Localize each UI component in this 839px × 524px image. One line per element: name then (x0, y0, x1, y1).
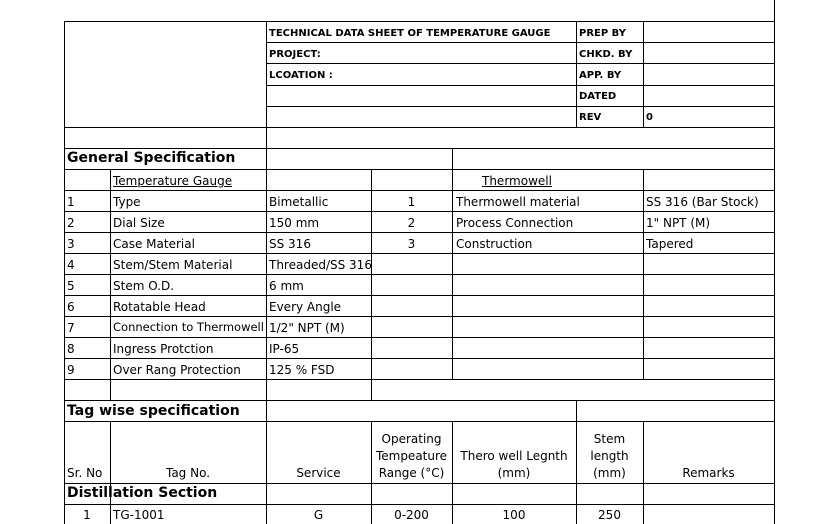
parameter-value: IP-65 (269, 342, 300, 356)
column-header-stem-length: Stem (593, 432, 626, 446)
grid-line (64, 295, 775, 296)
row-number: 8 (67, 342, 75, 356)
parameter-value: 6 mm (269, 279, 304, 293)
parameter-name: Type (113, 195, 141, 209)
parameter-name: Thermowell material (456, 195, 580, 209)
row-number: 5 (67, 279, 75, 293)
grid-line (64, 169, 775, 170)
grid-line (64, 127, 775, 128)
column-header-op-temp: Operating (381, 432, 442, 446)
column-header-op-temp: Range (°C) (378, 466, 445, 480)
parameter-value: 125 % FSD (269, 363, 335, 377)
grid-line (64, 21, 65, 524)
parameter-value: SS 316 (Bar Stock) (646, 195, 759, 209)
grid-line (64, 253, 775, 254)
thermowell-length-cell: 100 (502, 508, 526, 522)
rev-label: REV (579, 112, 602, 123)
row-number: 9 (67, 363, 75, 377)
row-number: 4 (67, 258, 75, 272)
grid-line (774, 0, 775, 524)
parameter-name: Process Connection (456, 216, 574, 230)
grid-line (64, 379, 775, 380)
grid-line (266, 42, 775, 43)
parameter-value: Bimetallic (269, 195, 329, 209)
parameter-value: Threaded/SS 316 (269, 258, 372, 272)
row-number: 3 (407, 237, 416, 251)
service-cell: G (313, 508, 324, 522)
parameter-name: Connection to Thermowell (113, 320, 264, 334)
grid-line (576, 400, 577, 524)
parameter-value: 1/2" NPT (M) (269, 321, 345, 335)
distillation-section-title: Distillation Section (67, 485, 218, 501)
sr-no-cell: 1 (83, 508, 91, 522)
grid-line (64, 21, 775, 22)
dated-label: DATED (579, 91, 617, 102)
row-number: 2 (407, 216, 416, 230)
grid-line (266, 85, 775, 86)
temp-range-cell: 0-200 (394, 508, 429, 522)
row-number: 1 (407, 195, 416, 209)
tag-no-cell: TG-1001 (113, 508, 165, 522)
grid-line (452, 148, 453, 379)
column-header-stem-length: length (590, 449, 629, 463)
grid-line (64, 358, 775, 359)
thermowell-heading: Thermowell (482, 174, 552, 188)
app-by-label: APP. BY (579, 70, 622, 81)
rev-value: 0 (646, 112, 653, 123)
grid-line (110, 169, 111, 400)
grid-line (266, 21, 267, 524)
parameter-name: Rotatable Head (113, 300, 206, 314)
grid-line (266, 63, 775, 64)
column-header-op-temp: Tempeature (375, 449, 448, 463)
parameter-value: 1" NPT (M) (646, 216, 711, 230)
grid-line (643, 21, 644, 127)
parameter-value: 150 mm (269, 216, 320, 230)
parameter-name: Construction (456, 237, 533, 251)
column-header-thermowell-length: (mm) (497, 466, 531, 480)
column-header-remarks: Remarks (682, 466, 735, 480)
row-number: 1 (67, 195, 75, 209)
grid-line (64, 190, 775, 191)
grid-line (64, 232, 775, 233)
row-number: 7 (67, 321, 75, 335)
grid-line (64, 421, 775, 422)
tagwise-spec-title: Tag wise specification (67, 403, 240, 419)
row-number: 2 (67, 216, 75, 230)
parameter-value: Every Angle (269, 300, 342, 314)
general-spec-title: General Specification (67, 150, 236, 166)
grid-line (266, 106, 775, 107)
column-header-tag-no: Tag No. (165, 466, 211, 480)
column-header-thermowell-length: Thero well Legnth (460, 449, 568, 463)
grid-line (64, 148, 775, 149)
column-header-sr-no: Sr. No (67, 466, 103, 480)
column-header-service: Service (296, 466, 341, 480)
grid-line (64, 211, 775, 212)
prep-by-label: PREP BY (579, 28, 626, 39)
stem-length-cell: 250 (598, 508, 621, 522)
grid-line (64, 274, 775, 275)
parameter-name: Stem/Stem Material (113, 258, 233, 272)
column-header-stem-length: (mm) (593, 466, 626, 480)
location-label: LCOATION : (269, 70, 333, 81)
temperature-gauge-heading: Temperature Gauge (113, 174, 233, 188)
grid-line (64, 337, 775, 338)
grid-line (64, 483, 775, 484)
parameter-value: Tapered (646, 237, 694, 251)
grid-line (64, 504, 775, 505)
parameter-name: Case Material (113, 237, 195, 251)
parameter-value: SS 316 (269, 237, 311, 251)
sheet-title: TECHNICAL DATA SHEET OF TEMPERATURE GAUGE (269, 28, 551, 39)
parameter-name: Ingress Protction (113, 342, 214, 356)
grid-line (576, 21, 577, 127)
chkd-by-label: CHKD. BY (579, 49, 633, 60)
project-label: PROJECT: (269, 49, 321, 60)
parameter-name: Over Rang Protection (113, 363, 241, 377)
grid-line (64, 400, 775, 401)
row-number: 6 (67, 300, 75, 314)
parameter-name: Stem O.D. (113, 279, 175, 293)
parameter-name: Dial Size (113, 216, 165, 230)
grid-line (64, 316, 775, 317)
row-number: 3 (67, 237, 75, 251)
